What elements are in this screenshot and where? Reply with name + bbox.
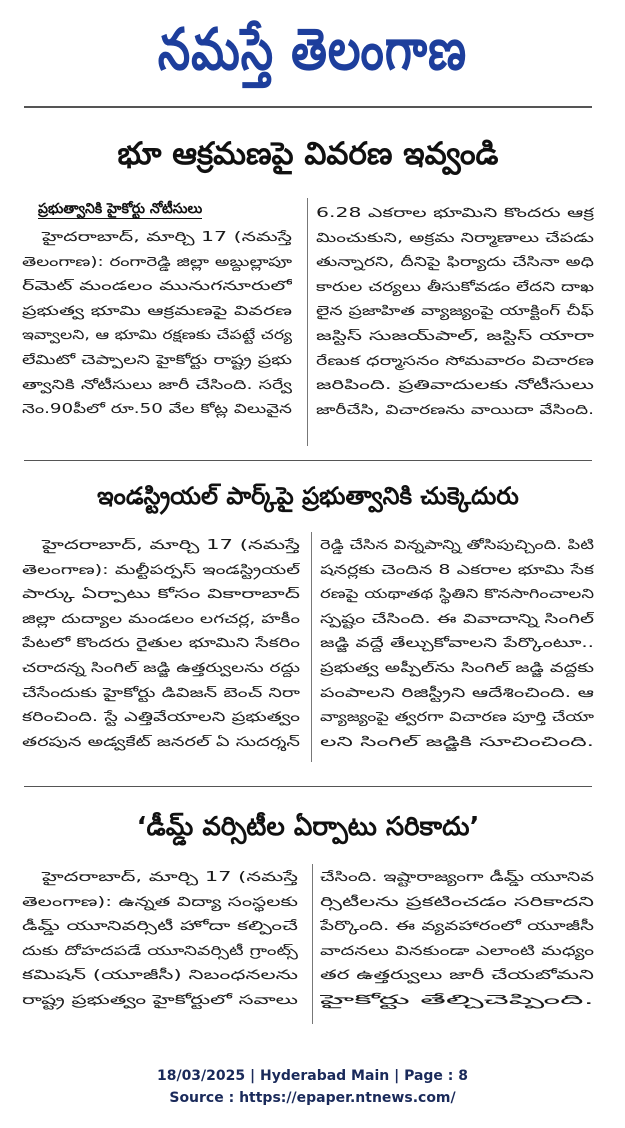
article-left-column	[22, 866, 298, 1022]
article-line: లని సింగిల్ జడ్జికి సూచించింది.	[320, 734, 594, 750]
article-industrial-park	[22, 462, 594, 782]
article-right-column	[320, 866, 594, 1022]
article-line: కారుల చర్యలు తీసుకోవడం లేదని దాఖ	[316, 279, 594, 295]
article-line: లేమిటో చెప్పాలని హైకోర్టు రాష్ట్ర ప్రభు	[22, 352, 292, 368]
article-line: ఇవ్వాలని, ఆ భూమి రక్షణకు చేపట్టే చర్య	[22, 328, 292, 344]
article-line: త్వానికి నోటీసులు జారీ చేసింది. సర్వే	[22, 377, 292, 393]
masthead-title: నమస్తే తెలంగాణ	[157, 15, 468, 83]
article-line: హైదరాబాద్, మార్చి 17 (నమస్తే	[42, 230, 292, 245]
article-line: నెం.90పీలో రూ.50 వేల కోట్ల విలువైన	[22, 402, 292, 418]
column-divider	[311, 532, 312, 762]
divider	[24, 460, 592, 461]
article-line: దుకు దోహదపడే యూనివర్సిటీ గ్రాంట్స్	[22, 943, 298, 959]
article-line: వ్యాజ్యంపై త్వరగా విచారణ పూర్తి చేయా	[320, 710, 594, 726]
article-headline: ‘డీమ్డ్ వర్సిటీల ఏర్పాటు సరికాదు’	[136, 812, 480, 842]
article-right-column	[316, 202, 594, 438]
article-line: కమిషన్ (యూజీసీ) నిబంధనలను	[22, 968, 298, 984]
article-line: షనర్లకు చెందిన 8 ఎకరాల భూమి సేక	[320, 562, 594, 578]
column-divider	[312, 864, 313, 1024]
article-line: తర ఉత్తర్వులు జారీ చేయబోమని	[320, 968, 594, 984]
article-line: పేటలో కొందరు రైతుల భూమిని సేకరిం	[22, 636, 300, 652]
article-line: ర్సిటీలను ప్రకటించడం సరికాదని	[320, 894, 594, 910]
article-line: పార్కు ఏర్పాటు కోసం వికారాబాద్	[22, 587, 300, 603]
article-line: వాదనలు వినకుండా ఎలాంటి మధ్యం	[320, 943, 594, 959]
article-line: చేసింది. ఇష్టారాజ్యంగా డీమ్డ్ యూనివ	[320, 870, 594, 885]
article-line: స్పష్టం చేసింది. ఈ వివాదాన్ని సింగిల్	[320, 611, 594, 627]
article-line: తరపున అడ్వకేట్ జనరల్ ఏ సుదర్శన్	[22, 734, 300, 750]
article-line: కరించింది. స్టే ఎత్తివేయాలని ప్రభుత్వం	[22, 710, 300, 726]
article-line: రాష్ట్ర ప్రభుత్వం హైకోర్టులో సవాలు	[22, 992, 298, 1008]
article-line: డీమ్డ్ యూనివర్సిటీ హోదా కల్పించే	[22, 919, 298, 935]
article-line: రేణుక ధర్మాసనం సోమవారం విచారణ	[316, 353, 594, 369]
article-line: 6.28 ఎకరాల భూమిని కొందరు ఆక్ర	[316, 206, 594, 221]
article-line: జడ్జి వద్దే తేల్చుకోవాలని పేర్కొంటూ..	[320, 636, 594, 652]
article-line: తున్నారని, దీనిపై ఫిర్యాదు చేసినా అధి	[316, 255, 594, 271]
footer-source-link[interactable]: Source : https://epaper.ntnews.com/	[169, 1090, 456, 1106]
article-left-column	[22, 226, 292, 436]
article-left-column	[22, 534, 300, 762]
article-line: తెలంగాణ): మల్టీపర్పస్ ఇండస్ట్రియల్	[22, 562, 300, 578]
column-divider	[307, 198, 308, 446]
article-subhead: ప్రభుత్వానికి హైకోర్టు నోటీసులు	[38, 201, 203, 217]
article-line: జస్టిస్ సుజయ్‌పాల్, జస్టిస్ యారా	[316, 328, 594, 344]
article-line: చేసేందుకు హైకోర్టు డివిజన్ బెంచ్ నిరా	[22, 685, 300, 701]
article-line: జిల్లా దుద్యాల మండలం లగచర్ల, హకీం	[22, 611, 300, 627]
article-line: మించుకుని, అక్రమ నిర్మాణాలు చేపడు	[316, 230, 594, 246]
article-headline: ఇండస్ట్రియల్ పార్క్‌పై ప్రభుత్వానికి చుక్కెదురు	[97, 482, 519, 510]
article-line: ప్రభుత్వ అప్పీల్‌ను సింగిల్ జడ్జి వద్దకు	[320, 660, 594, 676]
article-line: చరాదన్న సింగిల్ జడ్జి ఉత్తర్వులను రద్దు	[22, 660, 300, 676]
divider	[24, 106, 592, 108]
article-line: లైన ప్రజాహిత వ్యాజ్యంపై యాక్టింగ్ చీఫ్	[316, 304, 594, 320]
article-right-column	[320, 534, 594, 762]
article-line: హైదరాబాద్, మార్చి 17 (నమస్తే	[42, 870, 298, 885]
divider	[24, 786, 592, 787]
article-land-encroachment	[22, 112, 594, 472]
article-line: ప్రభుత్వ భూమి ఆక్రమణపై వివరణ	[22, 303, 292, 319]
article-line: హైకోర్టు తేల్చిచెప్పింది.	[320, 992, 594, 1008]
article-line: హైదరాబాద్, మార్చి 17 (నమస్తే	[42, 538, 300, 553]
article-deemed-universities	[22, 790, 594, 1050]
article-line: తెలంగాణ): రంగారెడ్డి జిల్లా అబ్దుల్లాపూ	[22, 254, 292, 270]
masthead	[0, 8, 625, 90]
article-line: రెడ్డి చేసిన విన్నపాన్ని తోసిపుచ్చింది. పిటి	[320, 538, 594, 553]
article-line: పేర్కొంది. ఈ వ్యవహారంలో యూజీసీ	[320, 919, 594, 935]
article-line: జారీచేసి, విచారణను వాయిదా వేసింది.	[316, 402, 594, 418]
article-line: తెలంగాణ): ఉన్నత విద్యా సంస్థలకు	[22, 894, 298, 910]
article-line: ర్‌మెట్ మండలం మునుగనూరులో	[22, 279, 292, 295]
article-line: జరిపింది. ప్రతివాదులకు నోటీసులు	[316, 378, 594, 394]
article-headline: భూ ఆక్రమణపై వివరణ ఇవ్వండి	[117, 136, 499, 172]
article-line: పంపాలని రిజిస్ట్రీని ఆదేశించింది. ఆ	[320, 685, 594, 701]
article-line: రణపై యథాతథ స్థితిని కొనసాగించాలని	[320, 587, 594, 603]
footer-date-edition: 18/03/2025 | Hyderabad Main | Page : 8	[156, 1068, 469, 1084]
